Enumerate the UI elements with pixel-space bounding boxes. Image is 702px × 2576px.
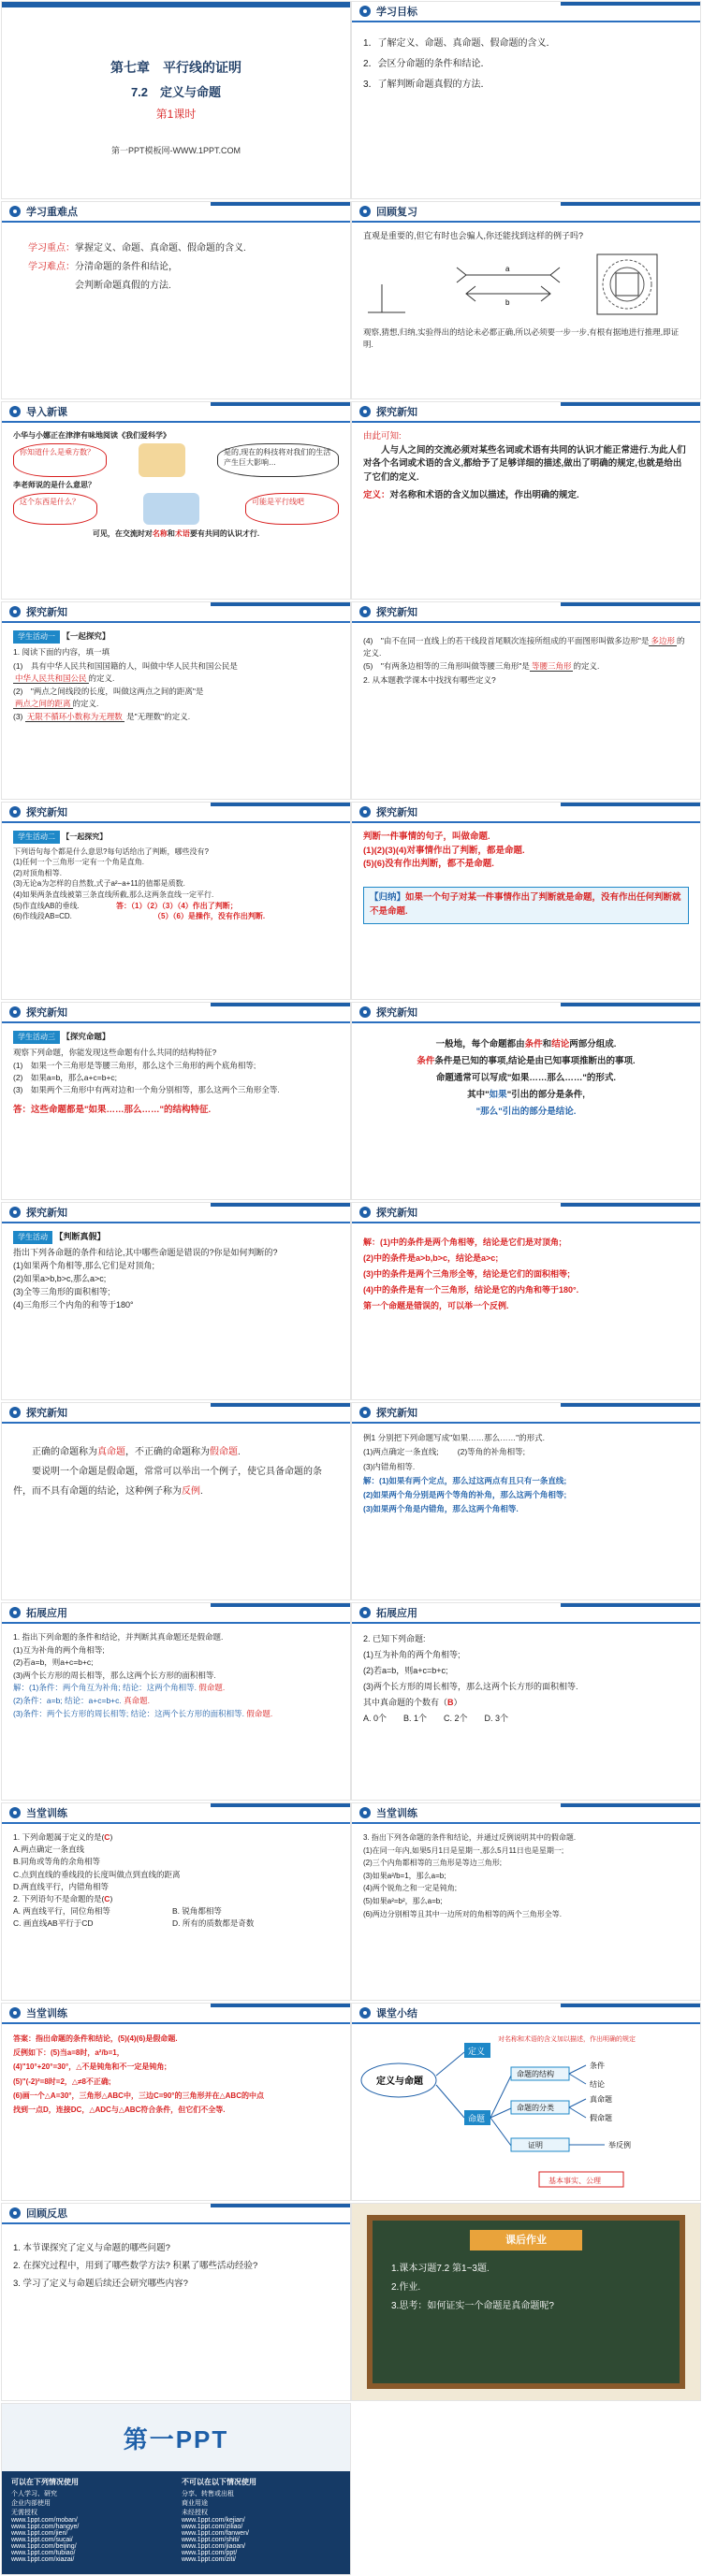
bullet-icon	[359, 1607, 371, 1618]
slide-header	[352, 1403, 700, 1424]
slide-heading: 学习重难点	[26, 207, 78, 218]
title-bar	[2, 2, 350, 7]
activity-tag: 学生活动二	[13, 831, 60, 844]
footer-text: 第一PPT模板网-WWW.1PPT.COM	[111, 146, 241, 155]
slide-objectives[interactable]	[352, 2, 700, 198]
keypoint-text: 掌握定义、命题、真命题、假命题的含义.	[75, 243, 246, 253]
slide-true-false[interactable]: 探究新知 正确的命题称为真命题，不正确的命题称为假命题. 要说明一个命题是假命题，常常可以举出一个例子，使它具备命题的条件，而不具有命题的结论，这种例子称为反例.	[2, 1403, 350, 1599]
slide-header	[2, 602, 350, 623]
mindmap-root: 定义与命题	[376, 2077, 423, 2087]
slide-header	[352, 2, 700, 22]
definition-paragraph: 人与人之间的交流必须对某些名词或术语有共同的认识才能正常进行.为此人们对各个名词或术语的含义,都给予了足够详细的描述,做出了明确的规定,也就是给出了它们的定义.	[363, 444, 686, 484]
slide-heading: 当堂训练	[26, 1808, 67, 1819]
slide-keypoints[interactable]	[2, 202, 350, 398]
slide-header	[2, 2204, 350, 2224]
activity-tag: 学生活动一	[13, 630, 60, 644]
statement-item: (1) 如果一个三角形是等腰三角形，那么这个三角形的两个底角相等;	[13, 1060, 256, 1070]
chapter-title: 第七章 平行线的证明	[110, 60, 241, 75]
statement-item: (4)如果两条直线被第三条直线所截,那么这两条直线一定平行.	[13, 890, 214, 899]
slide-extension-2[interactable]: 拓展应用 2. 已知下列命题: (1)互为补角的两个角相等; (2)若a=b，则a+c=b+c; (3)两个长方形的周长相等，那么这两个长方形的面积相等. 其中真命题的个数有（B） A. 0个 B. 1个 C. 2个 D. 3个	[352, 1603, 700, 1800]
slide-activity-3[interactable]: 探究新知 学生活动三 【探究命题】 观察下列命题，你能发现这些命题有什么共同的结构特征? (1) 如果一个三角形是等腰三角形，那么这个三角形的两个底角相等; (2) 如果a=b，那么a+c=b+c; (3) 如果两个三角形中有两对边和一个角分别相等，那么这两个三角形全等. 答：这些命题都是"如果……那么……"的结构特征.	[2, 1003, 350, 1199]
statement-item: (1)如果两个角相等,那么它们是对顶角;	[13, 1261, 155, 1271]
speech-bubble: 这个东西是什么？	[13, 493, 97, 525]
section-title: 7.2 定义与命题	[130, 85, 222, 99]
slide-heading: 导入新课	[26, 407, 67, 418]
difficulty-label: 学习难点：	[28, 262, 75, 272]
objective-item: 2．会区分命题的条件和结论．	[363, 59, 490, 69]
slide-activity-1b[interactable]: 探究新知 (4) "由不在同一直线上的若干线段首尾顺次连接所组成的平面图形叫做多边形"是 多边形 的定义. (5) "有两条边相等的三角形叫做等腰三角形"是 等腰三角形 的定义. 2. 从本题教学课本中找找有哪些定义?	[352, 602, 700, 799]
bullet-icon	[9, 1407, 21, 1418]
svg-text:条件: 条件	[590, 2062, 605, 2070]
bullet-icon	[359, 1407, 371, 1418]
statement-item: (3)无论a为怎样的自然数,式子a²−a+11的值都是质数.	[13, 879, 185, 889]
intro-line-2: 李老师说的是什么意思？	[13, 481, 95, 490]
slide-header	[2, 202, 350, 223]
homework-banner: 课后作业	[470, 2230, 582, 2250]
activity-tag: 学生活动三	[13, 1031, 60, 1044]
slide-summary[interactable]	[352, 2004, 700, 2200]
slide-extension-1[interactable]: 拓展应用 1. 指出下列命题的条件和结论，并判断其真命题还是假命题. (1)互为补角的两个角相等; (2)若a=b，则a+c=b+c; (3)两个长方形的周长相等，那么这两个长方形的面积相等. 解：(1)条件：两个角互为补角; 结论：这两个角相等. 假命题. (2)条件：a=b; 结论：a+c=b+c. 真命题. (3)条件：两个长方形的周长相等; 结论：这两个长方形的面积相等. 假命题.	[2, 1603, 350, 1800]
bullet-icon	[9, 806, 21, 818]
answer-blank: 两点之间的距离	[15, 699, 71, 709]
bullet-icon	[359, 2007, 371, 2019]
bullet-icon	[359, 6, 371, 17]
slide-heading: 当堂训练	[376, 1808, 417, 1819]
statement-item: (4)三角形三个内角的和等于180°	[13, 1300, 134, 1310]
objective-item: 3．了解判断命题真假的方法．	[363, 80, 490, 90]
slide-heading: 课堂小结	[376, 2008, 417, 2019]
bullet-icon	[9, 406, 21, 417]
slide-practice-1[interactable]: 当堂训练 1. 下列命题属于定义的是(C) A.两点确定一条直线 B.同角或等角的余角相等 C.点到直线的垂线段的长度叫做点到直线的距离 D.两直线平行，内错角相等 2. 下列语句不是命题的是(C) A. 两直线平行，同位角相等 B. 锐角都相等 C. 画直线AB平行于CD D. 所有的质数都是奇数	[2, 1803, 350, 2000]
intro-line-1: 小华与小娜正在津津有味地阅读《我们爱科学》	[13, 431, 170, 440]
blackboard: 课后作业 1.课本习题7.2 第1~3题. 2.作业. 3.思考：如何证实一个命题是真命题呢?	[367, 2215, 685, 2389]
slide-header	[352, 602, 700, 623]
slide-truth-activity[interactable]: 探究新知 学生活动 【判断真假】 指出下列各命题的条件和结论,其中哪些命题是错误的?你是如何判断的? (1)如果两个角相等,那么它们是对顶角; (2)如果a>b,b>c,那么a>c; (3)全等三角形的面积相等; (4)三角形三个内角的和等于180°	[2, 1203, 350, 1399]
label-a: a	[505, 264, 510, 273]
slide-heading: 探究新知	[26, 607, 67, 618]
slide-heading: 学习目标	[376, 7, 417, 18]
objective-item: 1．了解定义、命题、真命题、假命题的含义．	[363, 38, 556, 49]
slide-header	[2, 2004, 350, 2024]
mindmap-definition-desc: 对名称和术语的含义加以描述，作出明确的规定	[498, 2036, 636, 2043]
statement-item: (3) 如果两个三角形中有两对边和一个角分别相等，那么这两个三角形全等.	[13, 1084, 280, 1094]
answer-blank: 中华人民共和国公民	[15, 673, 87, 683]
brand-logo: 第一PPT	[123, 2424, 229, 2453]
speech-bubble: 你知道什么是乘方数？	[13, 443, 107, 477]
difficulty-text: 分清命题的条件和结论，	[75, 262, 178, 272]
slide-header	[352, 1003, 700, 1023]
slide-heading: 探究新知	[376, 1007, 417, 1019]
slide-heading: 探究新知	[376, 807, 417, 818]
slide-header	[352, 1803, 700, 1824]
slide-header	[2, 1403, 350, 1424]
slide-definition[interactable]: 探究新知 由此可知: 人与人之间的交流必须对某些名词或术语有共同的认识才能正常进行.为此人们对各个名词或术语的含义,都给予了足够详细的描述,做出了明确的规定,也就是给出了它们的定义. 定义：对名称和术语的含义加以描述，作出明确的规定.	[352, 402, 700, 599]
slide-practice-2[interactable]: 当堂训练 3. 指出下列各命题的条件和结论，并通过反例说明其中的假命题. (1)在同一年内,如果5月1日是星期一,那么5月11日也是星期一; (2)三个内角都相等的三角形是等边三角形; (3)如果a²/b=1，那么a=b; (4)两个锐角之和一定是钝角; (5)如果a²=b²，那么a=b; (6)两边分别相等且其中一边所对的角相等的两个三角形全等.	[352, 1803, 700, 2000]
slide-intro[interactable]: 导入新课 小华与小娜正在津津有味地阅读《我们爱科学》 你知道什么是乘方数？ 是的,现在的科技将对我们的生活产生巨大影响… 李老师说的是什么意思？ 这个东西是什么？ 可能是平行线吧 可见，在交流时对名称和术语要有共同的认识才行.	[2, 402, 350, 599]
slide-header	[352, 1203, 700, 1223]
summary-mindmap	[352, 2024, 700, 2198]
answer-choice: B	[447, 1698, 454, 1708]
slide-header	[2, 1003, 350, 1023]
slide-heading: 探究新知	[376, 607, 417, 618]
review-question: 直观是重要的,但它有时也会骗人,你还能找到这样的例子吗?	[363, 231, 584, 240]
mindmap-definition: 定义	[468, 2047, 486, 2056]
slide-header	[2, 402, 350, 423]
statement-item: (2)对顶角相等.	[13, 868, 62, 877]
slide-example-1[interactable]: 探究新知 例1 分别把下列命题写成"如果……那么……"的形式. (1)两点确定一条直线; (2)等角的补角相等; (3)内错角相等. 解：(1)如果有两个定点，那么过这两点有且只有一条直线; (2)如果两个角分别是两个等角的补角，那么这两个角相等; (3)如果两个角是内错角，那么这两个角相等.	[352, 1403, 700, 1599]
label-b: b	[505, 297, 510, 307]
slide-license[interactable]: 第一PPT 可以在下列情况使用 个人学习、研究 企业内部使用 无需授权 www.1ppt.com/moban/ www.1ppt.com/hangye/ www.1ppt.com/jieri/ www.1ppt.com/sucai/ www.1ppt.com/beijing/ www.1ppt.com/tubiao/ www.1ppt.com/xiazai/ 不可以在以下情况使用 分享、转售或出租 商业用途 未经授权 www.1ppt.com/kejian/ www.1ppt.com/ziliao/ www.1ppt.com/fanwen/ www.1ppt.com/shiti/ www.1ppt.com/jiaoan/ www.1ppt.com/ppt/ www.1ppt.com/ziti/	[2, 2404, 350, 2574]
statement-item: (2) 如果a=b，那么a+c=b+c;	[13, 1072, 118, 1082]
slide-review[interactable]	[352, 202, 700, 398]
bullet-icon	[9, 2207, 21, 2219]
bullet-icon	[359, 406, 371, 417]
statement-item: (6)作线段AB=CD.	[13, 912, 72, 921]
bullet-icon	[359, 1207, 371, 1218]
slide-heading: 拓展应用	[26, 1608, 67, 1619]
slide-reflection[interactable]: 回顾反思 1. 本节课探究了定义与命题的哪些问题? 2. 在探究过程中，用到了哪些数学方法? 积累了哪些活动经验? 3. 学习了定义与命题后续还会研究哪些内容?	[2, 2204, 350, 2400]
slide-heading: 回顾复习	[376, 207, 417, 218]
slide-header	[352, 1603, 700, 1624]
slide-header	[2, 803, 350, 823]
svg-text:命题的分类: 命题的分类	[517, 2104, 554, 2112]
svg-text:真命题: 真命题	[590, 2095, 612, 2104]
illusion-figures	[363, 247, 689, 322]
slide-structure[interactable]: 探究新知 一般地，每个命题都由条件和结论两部分组成. 条件条件是已知的事项,结论是由已知事项推断出的事项. 命题通常可以写成"如果……那么……"的形式. 其中"如果"引出的部分是条件, "那么"引出的部分是结论.	[352, 1003, 700, 1199]
lesson-label: 第1课时	[155, 108, 197, 121]
slide-header	[352, 2004, 700, 2024]
slide-header	[2, 1803, 350, 1824]
conclusion-head: 由此可知:	[363, 431, 402, 441]
svg-text:命题的结构: 命题的结构	[517, 2070, 554, 2078]
statement-item: (5)作直线AB的垂线.	[13, 901, 80, 910]
bullet-icon	[9, 1207, 21, 1218]
svg-text:证明: 证明	[528, 2141, 543, 2149]
slide-practice-answers[interactable]: 当堂训练 答案：指出命题的条件和结论，(5)(4)(6)是假命题. 反例如下：(5)当a=8时，a²/b=1， (4)"10°+20°=30°，△不是钝角和不一定是钝角; (5)"(-2)²=8时=2，△≠8不正确; (6)画一个△A=30°，三角形△ABC中，三边C=90°的三角形并在△ABC的中点 找到一点D，连接DC，△ADC与△ABC符合条件，但它们不全等.	[2, 2004, 350, 2200]
slide-heading: 探究新知	[376, 1408, 417, 1419]
slide-heading: 探究新知	[26, 1208, 67, 1219]
bullet-icon	[9, 606, 21, 617]
difficulty-text-2: 会判断命题真假的方法.	[75, 281, 171, 291]
slide-title[interactable]	[2, 2, 350, 198]
answer-blank: 等腰三角形	[531, 661, 572, 672]
slide-activity-2[interactable]: 探究新知 学生活动二 【一起探究】 下列语句每个都是什么意思?每句话给出了判断，哪些没有? (1)任何一个三角形一定有一个角是直角. (2)对顶角相等. (3)无论a为怎样的自然数,式子a²−a+11的值都是质数. (4)如果两条直线被第三条直线所截,那么这两条直线一定平行. (5)作直线AB的垂线. 答：（1）（2）（3）（4）作出了判断； (6)作线段AB=CD. （5）（6）是操作，没有作出判断.	[2, 803, 350, 999]
svg-text:假命题: 假命题	[590, 2114, 612, 2122]
bullet-icon	[9, 1807, 21, 1818]
speech-bubble: 是的,现在的科技将对我们的生活产生巨大影响…	[217, 443, 339, 477]
slide-heading: 探究新知	[26, 1007, 67, 1019]
slide-heading: 当堂训练	[26, 2008, 67, 2019]
bullet-icon	[9, 1006, 21, 1018]
statement-item: (3)全等三角形的面积相等;	[13, 1287, 110, 1297]
slide-truth-answers[interactable]: 探究新知 解：(1)中的条件是两个角相等，结论是它们是对顶角; (2)中的条件是a>b,b>c，结论是a>c; (3)中的条件是两个三角形全等，结论是它们的面积相等; (4)中的条件是有一个三角形，结论是它的内角和等于180°. 第一个命题是错误的，可以举一个反例.	[352, 1203, 700, 1399]
slide-heading: 探究新知	[376, 1208, 417, 1219]
slide-header	[352, 402, 700, 423]
statement-item: (1)任何一个三角形一定有一个角是直角.	[13, 858, 144, 867]
slide-header	[352, 803, 700, 823]
answer-blank: 多边形	[651, 636, 675, 645]
bullet-icon	[359, 1807, 371, 1818]
svg-text:结论: 结论	[590, 2080, 605, 2089]
slide-heading: 拓展应用	[376, 1608, 417, 1619]
svg-text:基本事实、公理: 基本事实、公理	[548, 2177, 601, 2185]
review-description: 观察,猜想,归纳,实验得出的结论未必都正确,所以必须要一步一步,有根有据地进行推理,即证明.	[363, 326, 680, 350]
bullet-icon	[9, 2007, 21, 2019]
slide-heading: 探究新知	[376, 407, 417, 418]
mindmap-proposition: 命题	[468, 2114, 486, 2123]
slide-activity-1[interactable]: 探究新知 学生活动一 【一起探究】 1. 阅读下面的内容，填一填 (1) 具有中华人民共和国国籍的人，叫做中华人民共和国公民是 中华人民共和国公民 的定义. (2) "两点之间线段的长度，叫做这两点之间的距离"是 两点之间的距离 的定义. (3) 无限不循环小数称为无理数 是"无理数"的定义.	[2, 602, 350, 799]
bullet-icon	[359, 606, 371, 617]
slide-heading: 回顾反思	[26, 2208, 67, 2220]
bullet-icon	[359, 806, 371, 818]
svg-text:举反例: 举反例	[608, 2141, 631, 2149]
slide-proposition-def[interactable]: 探究新知 判断一件事情的句子，叫做命题. (1)(2)(3)(4)对事情作出了判断，都是命题. (5)(6)没有作出判断，都不是命题. 【归纳】如果一个句子对某一件事情作出了判断就是命题，没有作出任何判断就不是命题.	[352, 803, 700, 999]
speech-bubble: 可能是平行线吧	[245, 493, 339, 525]
activity-tag: 学生活动	[13, 1231, 52, 1244]
statement-item: (2)如果a>b,b>c,那么a>c;	[13, 1274, 107, 1284]
slide-header	[2, 1203, 350, 1223]
teacher-illustration	[143, 493, 199, 525]
slide-header	[352, 202, 700, 223]
bullet-icon	[9, 206, 21, 217]
slide-homework[interactable]	[352, 2204, 700, 2400]
bullet-icon	[359, 1006, 371, 1018]
slide-heading: 探究新知	[26, 1408, 67, 1419]
children-illustration	[139, 443, 185, 477]
bullet-icon	[9, 1607, 21, 1618]
keypoint-label: 学习重点：	[28, 243, 75, 253]
slide-heading: 探究新知	[26, 807, 67, 818]
slide-header	[2, 1603, 350, 1624]
bullet-icon	[359, 206, 371, 217]
answer-blank: 无限不循环小数称为无理数	[26, 712, 123, 722]
